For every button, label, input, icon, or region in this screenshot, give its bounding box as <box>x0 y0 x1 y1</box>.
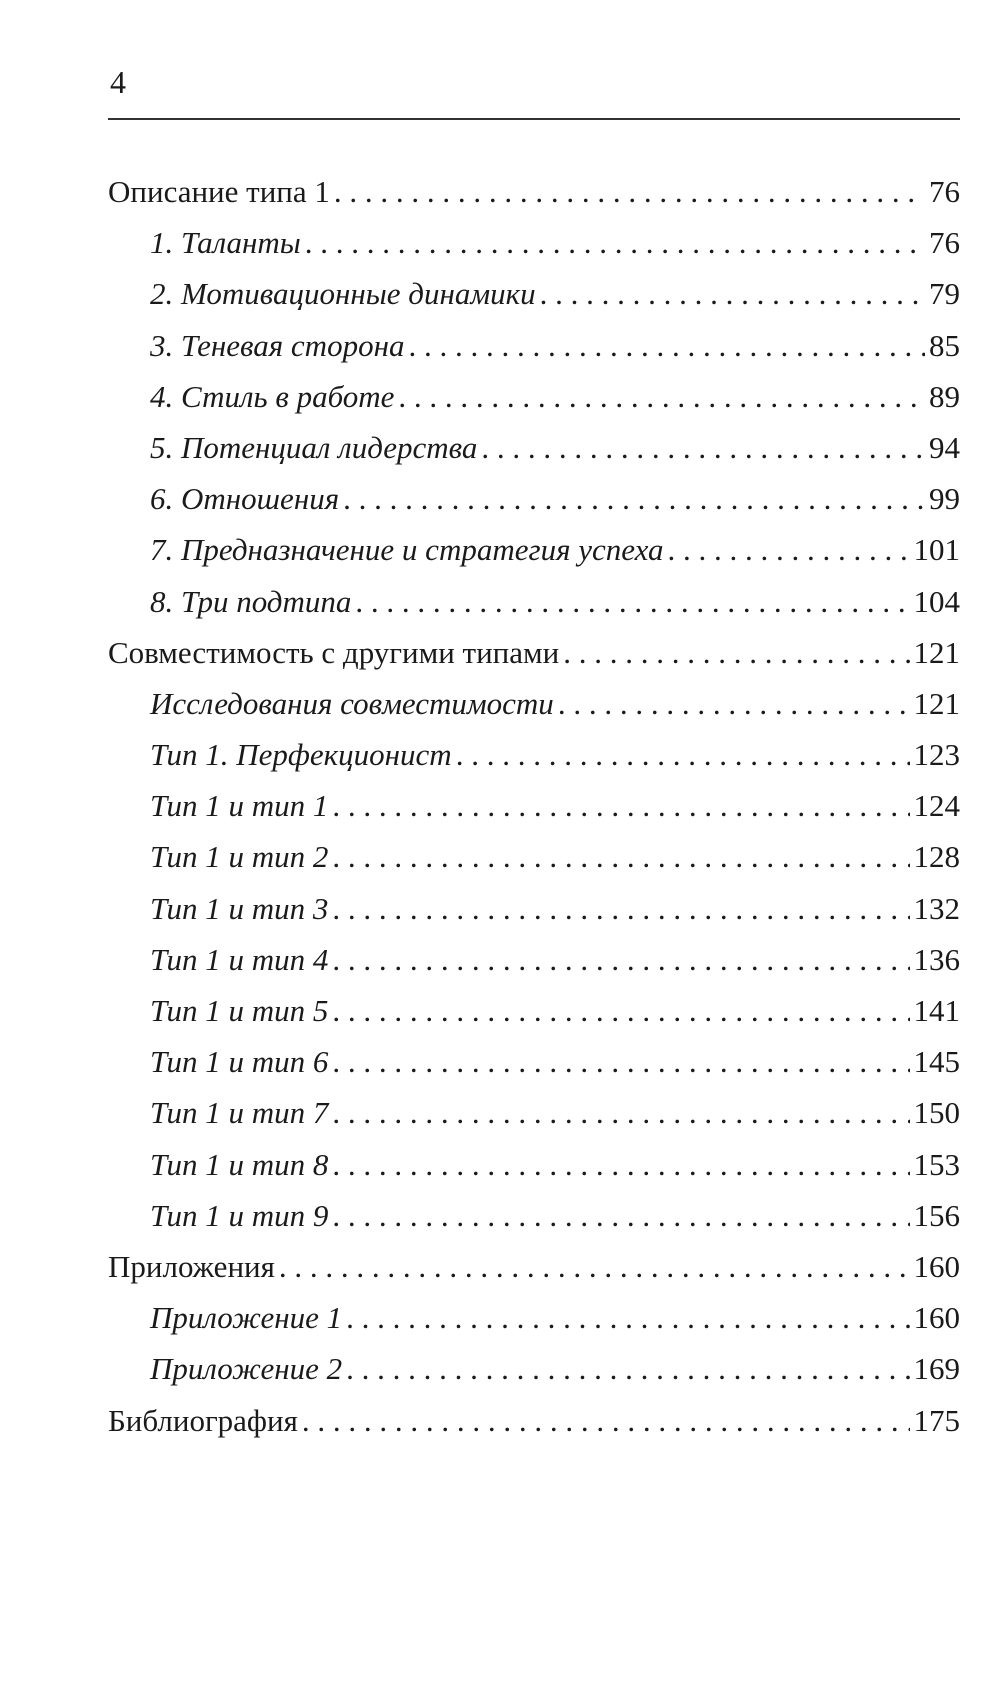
toc-entry-page: 99 <box>929 481 960 517</box>
dot-leader <box>481 422 925 473</box>
toc-entry-page: 169 <box>913 1351 960 1387</box>
toc-entry[interactable] <box>108 1241 960 1292</box>
toc-entry[interactable] <box>108 883 960 934</box>
toc-entry[interactable] <box>108 627 960 678</box>
toc-entry-title: 2. Мотивационные динамики <box>150 276 536 312</box>
toc-entry-page: 85 <box>929 327 960 363</box>
toc-entry-page: 150 <box>913 1095 960 1131</box>
dot-leader <box>398 371 925 422</box>
toc-entry[interactable] <box>108 473 960 524</box>
toc-entry[interactable] <box>108 831 960 882</box>
toc-entry[interactable] <box>108 1395 960 1446</box>
toc-entry[interactable] <box>108 1343 960 1394</box>
dot-leader <box>540 268 925 319</box>
toc-entry[interactable] <box>108 934 960 985</box>
dot-leader <box>302 1395 910 1446</box>
dot-leader <box>558 678 910 729</box>
toc-entry-page: 128 <box>913 839 960 875</box>
toc-entry-page: 124 <box>913 788 960 824</box>
dot-leader <box>332 1036 909 1087</box>
toc-entry-page: 175 <box>913 1402 960 1438</box>
toc-entry-title: Тип 1 и тип 5 <box>150 993 329 1028</box>
toc-entry[interactable] <box>108 320 960 371</box>
toc-entry[interactable] <box>108 217 960 268</box>
toc-entry-title: Тип 1 и тип 4 <box>150 941 329 977</box>
dot-leader <box>279 1241 910 1292</box>
toc-entry[interactable] <box>108 576 960 627</box>
toc-entry[interactable] <box>108 268 960 319</box>
toc-entry-title: 3. Теневая сторона <box>150 327 405 363</box>
toc-entry-title: Библиография <box>108 1402 298 1438</box>
toc-entry-page: 101 <box>913 532 960 568</box>
toc-entry[interactable] <box>108 371 960 422</box>
toc-entry-page: 145 <box>913 1044 960 1080</box>
toc-entry[interactable] <box>108 422 960 473</box>
toc-entry-page: 153 <box>913 1146 960 1182</box>
toc-entry[interactable] <box>108 780 960 831</box>
header-rule <box>108 118 960 120</box>
toc-entry-title: Совместимость с другими типами <box>108 634 560 670</box>
toc-entry-title: Тип 1 и тип 2 <box>150 839 329 875</box>
dot-leader <box>332 780 909 831</box>
toc-entry-title: Приложение 1 <box>150 1300 343 1336</box>
toc-entry-page: 89 <box>929 378 960 414</box>
dot-leader <box>346 1292 909 1343</box>
dot-leader <box>332 831 909 882</box>
toc-entry-title: Тип 1 и тип 3 <box>150 890 329 926</box>
toc-entry-page: 160 <box>913 1248 960 1284</box>
dot-leader <box>456 729 910 780</box>
toc-entry-title: Описание типа 1 <box>108 174 330 209</box>
toc-entry-page: 136 <box>913 941 960 977</box>
dot-leader <box>332 1190 909 1241</box>
toc-entry-title: Приложения <box>108 1248 275 1284</box>
toc-entry-page: 94 <box>929 429 960 465</box>
toc-entry-title: Тип 1 и тип 9 <box>150 1197 329 1233</box>
dot-leader <box>305 217 925 268</box>
toc-entry-page: 123 <box>913 737 960 773</box>
toc-entry[interactable] <box>108 1036 960 1087</box>
dot-leader <box>332 1139 909 1190</box>
toc-entry-page: 76 <box>929 174 960 209</box>
toc-entry[interactable] <box>108 678 960 729</box>
toc-entry-title: 8. Три подтипа <box>150 583 352 619</box>
toc-entry[interactable] <box>108 1292 960 1343</box>
page-number: 4 <box>110 64 126 100</box>
dot-leader <box>346 1343 909 1394</box>
toc-entry-page: 104 <box>913 583 960 619</box>
toc-entry[interactable] <box>108 1139 960 1190</box>
toc-entry-page: 79 <box>929 276 960 312</box>
dot-leader <box>332 1087 909 1138</box>
toc-entry-title: Исследования совместимости <box>150 685 554 721</box>
toc-entry-title: Тип 1. Перфекционист <box>150 737 452 773</box>
toc-entry-title: Приложение 2 <box>150 1351 343 1387</box>
toc-entry-page: 141 <box>913 993 960 1028</box>
toc-entry[interactable] <box>108 985 960 1036</box>
toc-entry-title: Тип 1 и тип 6 <box>150 1044 329 1080</box>
table-of-contents <box>108 166 960 1446</box>
toc-entry-title: 7. Предназначение и стратегия успеха <box>150 532 664 568</box>
dot-leader <box>408 320 925 371</box>
toc-entry-page: 121 <box>913 685 960 721</box>
toc-entry[interactable] <box>108 524 960 575</box>
toc-entry[interactable] <box>108 1190 960 1241</box>
toc-entry-title: Тип 1 и тип 1 <box>150 788 329 824</box>
dot-leader <box>332 934 909 985</box>
toc-entry[interactable] <box>108 166 960 217</box>
toc-entry[interactable] <box>108 729 960 780</box>
toc-entry-page: 121 <box>913 634 960 670</box>
toc-entry-page: 156 <box>913 1197 960 1233</box>
toc-entry-title: 4. Стиль в работе <box>150 378 395 414</box>
dot-leader <box>563 627 909 678</box>
dot-leader <box>332 985 909 1036</box>
dot-leader <box>667 524 909 575</box>
toc-entry-title: Тип 1 и тип 8 <box>150 1146 329 1182</box>
dot-leader <box>334 166 925 217</box>
toc-entry-title: Тип 1 и тип 7 <box>150 1095 329 1131</box>
dot-leader <box>343 473 925 524</box>
toc-entry-title: 5. Потенциал лидерства <box>150 429 478 465</box>
toc-entry-page: 160 <box>913 1300 960 1336</box>
dot-leader <box>332 883 909 934</box>
toc-entry-page: 132 <box>913 890 960 926</box>
toc-entry[interactable] <box>108 1087 960 1138</box>
toc-entry-title: 1. Таланты <box>150 225 301 261</box>
dot-leader <box>355 576 909 627</box>
toc-entry-title: 6. Отношения <box>150 481 340 517</box>
toc-entry-page: 76 <box>929 225 960 261</box>
